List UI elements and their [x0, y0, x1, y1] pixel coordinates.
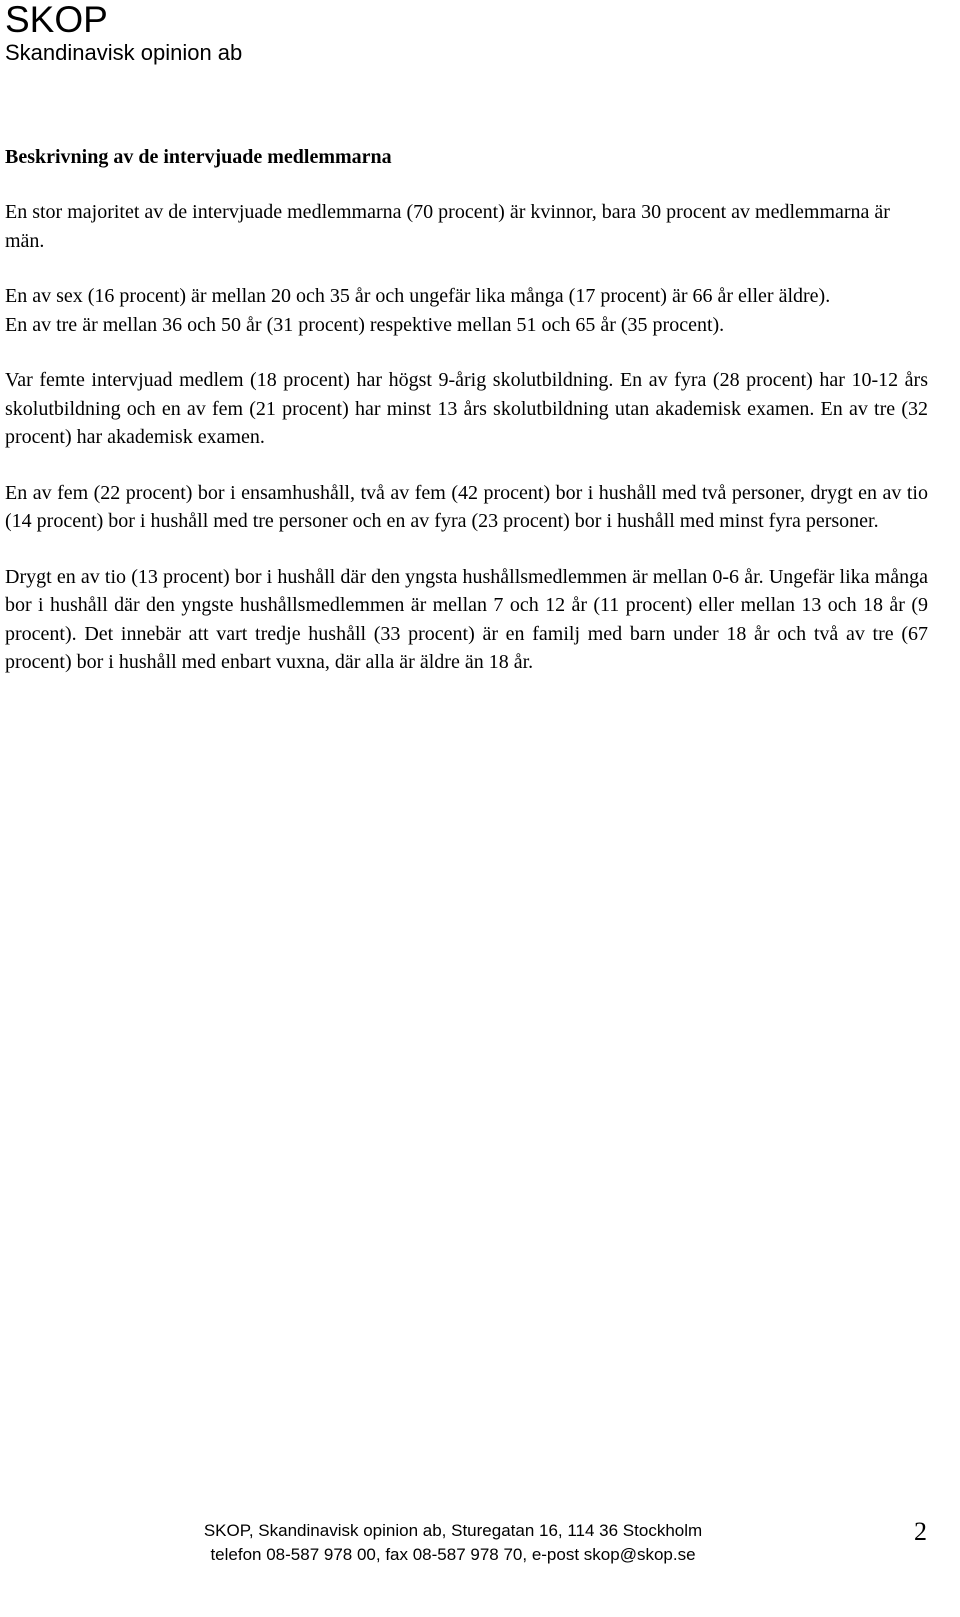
footer-address: SKOP, Skandinavisk opinion ab, Sturegatan 16, 114 36 Stockholm	[203, 1521, 703, 1540]
paragraph-age-spacer	[5, 255, 928, 282]
footer-contact: telefon 08-587 978 00, fax 08-587 978 70, e-post skop@skop.se	[210, 1545, 696, 1564]
page-header	[5, 0, 242, 66]
section-heading: Beskrivning av de intervjuade medlemmarna	[5, 146, 392, 168]
company-title: SKOP	[5, 0, 108, 40]
footer-contact-block	[0, 1519, 906, 1567]
paragraph-household-size: En av fem (22 procent) bor i ensamhushåll, två av fem (42 procent) bor i hushåll med två personer, drygt en av tio (14 procent) bor i hushåll med tre personer och en av fyra (23 procent) bor i hushåll med minst fyra personer.	[5, 481, 928, 532]
page-number: 2	[914, 1517, 927, 1546]
paragraph-education: Var femte intervjuad medlem (18 procent) har högst 9-årig skolutbildning. En av fyra (28 procent) har 10-12 års skolutbildning och en av fem (21 procent) har minst 13 års skolutbildning utan akademisk examen. En av tre (32 procent) har akademisk examen.	[5, 369, 928, 448]
paragraph-gender: En stor majoritet av de intervjuade medlemmarna (70 procent) är kvinnor, bara 30 procent av medlemmarna är män.	[5, 201, 890, 252]
document-body	[5, 143, 928, 704]
paragraph-age-middle: En av tre är mellan 36 och 50 år (31 procent) respektive mellan 51 och 65 år (35 procent).	[5, 313, 725, 336]
paragraph-household-children: Drygt en av tio (13 procent) bor i hushåll där den yngsta hushållsmedlemmen är mellan 0-6 år. Ungefär lika många bor i hushåll där den yngste hushållsmedlemmen är mellan 7 och 12 år (11 procent) eller mellan 13 och 18 år (9 procent). Det innebär att vart tredje hushåll (33 procent) är en familj med barn under 18 år och två av tre (67 procent) bor i hushåll med enbart vuxna, där alla är äldre än 18 år.	[5, 565, 928, 673]
company-subtitle: Skandinavisk opinion ab	[5, 40, 243, 65]
paragraph-age-young-old: En av sex (16 procent) är mellan 20 och 35 år och ungefär lika många (17 procent) är 66 år eller äldre).	[5, 285, 831, 307]
